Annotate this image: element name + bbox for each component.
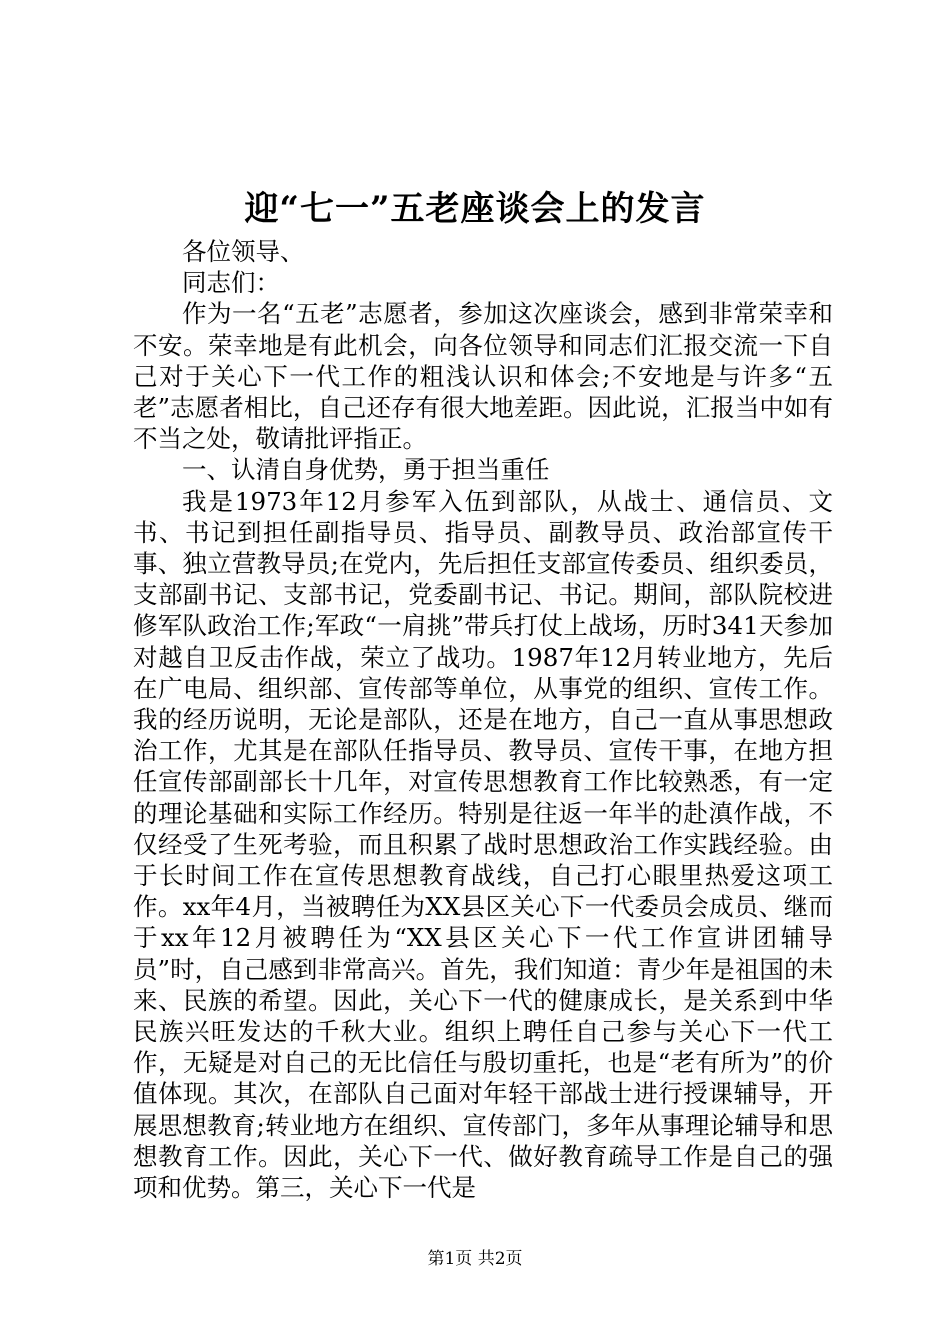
document-body: [133, 236, 833, 1203]
salutation-line: 各位领导、: [182, 237, 305, 266]
body-paragraph: 作为一名“五老”志愿者，参加这次座谈会，感到非常荣幸和不安。荣幸地是有此机会，向各位领导和同志们汇报交流一下自己对于关心下一代工作的粗浅认识和体会;不安地是与许多“五老”志愿者相比，自己还存有很大地差距。因此说，汇报当中如有不当之处，敬请批评指正。: [133, 299, 833, 454]
section-heading: 一、认清自身优势，勇于担当重任: [182, 455, 550, 485]
salutation-line: 同志们：: [182, 268, 280, 298]
page-title: 迎“七一”五老座谈会上的发言: [244, 189, 706, 229]
page-footer: 第1页 共2页: [427, 1249, 523, 1269]
body-paragraph: 我是1973年12月参军入伍到部队，从战士、通信员、文书、书记到担任副指导员、指导员、副教导员、政治部宣传干事、独立营教导员;在党内，先后担任支部宣传委员、组织委员，支部副书记、支部书记，党委副书记、书记。期间，部队院校进修军队政治工作;军政“一肩挑”带兵打仗上战场，历时341天参加对越自卫反击作战，荣立了战功。1987年12月转业地方，先后在广电局、组织部、宣传部等单位，从事党的组织、宣传工作。我的经历说明，无论是部队，还是在地方，自己一直从事思想政治工作，尤其是在部队任指导员、教导员、宣传干事，在地方担任宣传部副部长十几年，对宣传思想教育工作比较熟悉，有一定的理论基础和实际工作经历。特别是往返一年半的赴滇作战，不仅经受了生死考验，而且积累了战时思想政治工作实践经验。由于长时间工作在宣传思想教育战线，自己打心眼里热爱这项工作。xx年4月，当被聘任为XX县区关心下一代委员会成员、继而于xx年12月被聘任为“XX县区关心下一代工作宣讲团辅导员”时，自己感到非常高兴。首先，我们知道：青少年是祖国的未来、民族的希望。因此，关心下一代的健康成长，是关系到中华民族兴旺发达的千秋大业。组织上聘任自己参与关心下一代工作，无疑是对自己的无比信任与殷切重托，也是“老有所为”的价值体现。其次，在部队自己面对年轻干部战士进行授课辅导，开展思想教育;转业地方在组织、宣传部门，多年从事理论辅导和思想教育工作。因此，关心下一代、做好教育疏导工作是自己的强项和优势。第三，关心下一代是: [133, 486, 833, 1203]
